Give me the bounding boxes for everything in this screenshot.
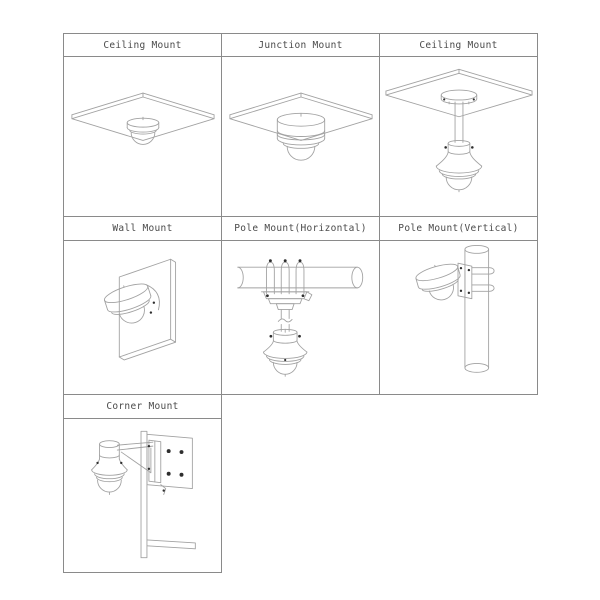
ceiling-mount-illustration [64,57,221,216]
header-ceiling-mount-2 [379,33,538,57]
cell-corner-mount [63,418,222,573]
header-corner-mount [63,394,222,419]
junction-mount-illustration [222,57,379,216]
title-ceiling-mount-1: Ceiling Mount [103,39,182,51]
header-pole-mount-horizontal [221,216,380,241]
cell-wall-mount [63,240,222,395]
cell-pole-mount-vertical [379,240,538,395]
header-pole-mount-vertical [379,216,538,241]
cell-junction-mount [221,56,380,217]
title-pole-mount-vertical: Pole Mount(Vertical) [398,223,519,234]
header-wall-mount [63,216,222,241]
cell-ceiling-mount-pendant [379,56,538,217]
title-pole-mount-horizontal: Pole Mount(Horizontal) [234,223,367,234]
cell-pole-mount-horizontal [221,240,380,395]
wall-mount-illustration [64,241,221,394]
title-ceiling-mount-2: Ceiling Mount [419,39,498,51]
title-wall-mount: Wall Mount [112,223,173,234]
pole-mount-horizontal-illustration [222,241,379,394]
title-junction-mount: Junction Mount [258,39,343,51]
cell-ceiling-mount-1 [63,56,222,217]
mount-options-grid [63,33,538,573]
corner-mount-illustration [64,419,221,572]
header-ceiling-mount-1 [63,33,222,57]
ceiling-pendant-mount-illustration [380,57,537,216]
pole-mount-vertical-illustration [380,241,537,394]
header-junction-mount [221,33,380,57]
title-corner-mount: Corner Mount [106,401,179,412]
